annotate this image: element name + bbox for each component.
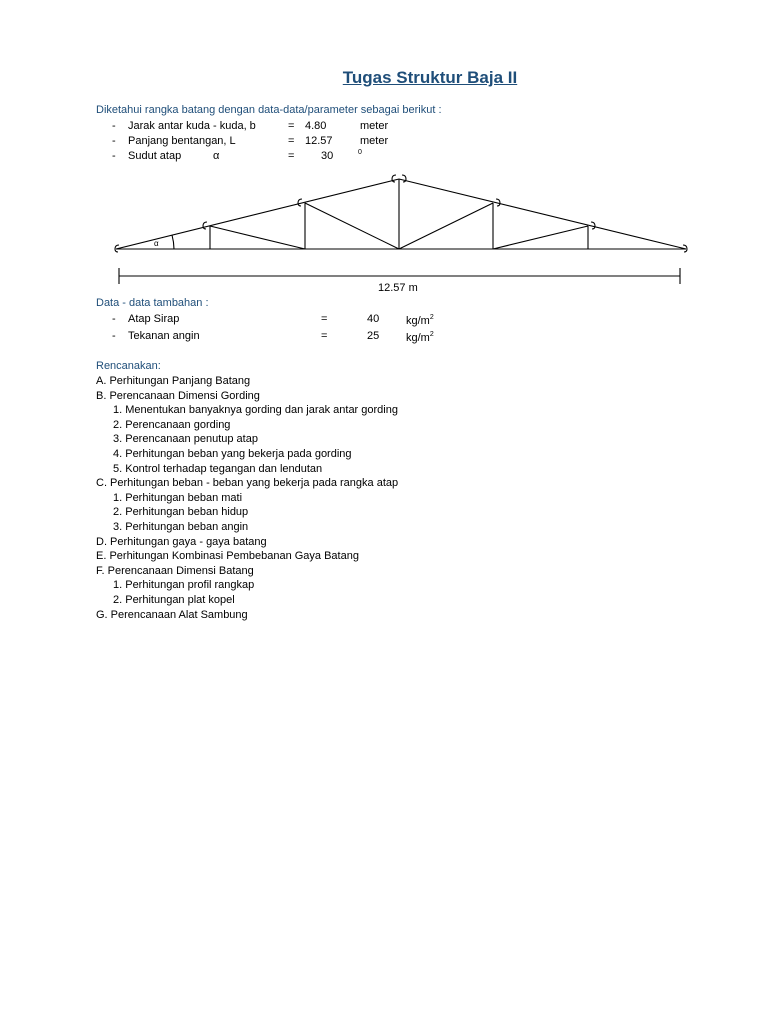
equals-sign: = [288, 120, 295, 132]
angle-arc [172, 235, 174, 249]
extra-label: Atap Sirap [128, 313, 180, 325]
intro-text: Diketahui rangka batang dengan data-data/parameter sebagai berikut : [96, 104, 442, 116]
angle-label: α [154, 239, 159, 248]
param-label: Panjang bentangan, L [128, 135, 236, 147]
plan-item: B. Perencanaan Dimensi Gording [96, 389, 260, 402]
extra-value: 40 [367, 313, 380, 325]
diagonal-member [399, 203, 493, 249]
extra-unit: $kg/m^2$ [406, 331, 434, 344]
plan-item: 2. Perhitungan plat kopel [113, 594, 235, 606]
plan-item: D. Perhitungan gaya - gaya batang [96, 535, 267, 548]
list-dash: - [112, 120, 116, 132]
plan-item: 2. Perhitungan beban hidup [113, 506, 249, 519]
param-label: Jarak antar kuda - kuda, b [128, 120, 256, 132]
plan-item: 1. Perhitungan beban mati [113, 491, 243, 504]
angle-symbol: α [213, 150, 220, 162]
top-chord-right [399, 179, 686, 249]
list-dash: - [112, 150, 116, 162]
param-unit: meter [360, 120, 389, 132]
equals-sign: = [321, 330, 328, 342]
plan-item: 3. Perencanaan penutup atap [113, 433, 258, 446]
span-dimension-label: 12.57 m [378, 282, 418, 294]
equals-sign: = [288, 150, 295, 162]
degree-unit: 0 [358, 149, 362, 156]
param-label: Sudut atap [128, 150, 182, 162]
extra-unit: $kg/m^2$ [406, 314, 434, 327]
extra-data-heading: Data - data tambahan : [96, 297, 209, 309]
plan-item: 1. Perhitungan profil rangkap [113, 579, 255, 592]
extra-row-roof-cover [0, 312, 768, 327]
extra-label: Tekanan angin [128, 330, 200, 342]
purlin-icon [203, 222, 207, 229]
diagonal-member [210, 226, 305, 249]
param-row-span-distance [0, 119, 768, 134]
param-value: 30 [321, 150, 334, 162]
purlin-icon [402, 175, 406, 182]
plan-item: F. Perencanaan Dimensi Batang [96, 564, 254, 577]
truss-diagram [0, 168, 768, 288]
list-dash: - [112, 135, 116, 147]
diagonal-member [493, 226, 588, 249]
param-unit: meter [360, 135, 389, 147]
plan-item: G. Perencanaan Alat Sambung [96, 608, 248, 621]
list-dash: - [112, 330, 116, 342]
plan-item: 2. Perencanaan gording [113, 418, 231, 431]
plan-item: 3. Perhitungan beban angin [113, 521, 249, 533]
extra-value: 25 [367, 330, 380, 342]
param-value: 12.57 [305, 135, 333, 147]
plan-item: C. Perhitungan beban - beban yang bekerja pada rangka atap [96, 477, 399, 490]
param-value: 4.80 [305, 120, 327, 132]
plan-heading: Rencanakan: [96, 360, 161, 372]
plan-item: E. Perhitungan Kombinasi Pembebanan Gaya Batang [96, 550, 359, 563]
plan-item: 5. Kontrol terhadap tegangan dan lendutan [113, 462, 323, 475]
equals-sign: = [288, 135, 295, 147]
plan-item: 4. Perhitungan beban yang bekerja pada gording [113, 448, 352, 460]
plan-item: 1. Menentukan banyaknya gording dan jarak antar gording [113, 404, 398, 417]
list-dash: - [112, 313, 116, 325]
param-row-roof-angle [0, 149, 768, 164]
extra-row-wind-pressure [0, 329, 768, 344]
param-row-span-length [0, 134, 768, 149]
diagonal-member [305, 203, 399, 249]
purlin-icon [392, 175, 396, 182]
page-title: Tugas Struktur Baja II [342, 68, 518, 87]
plan-item: A. Perhitungan Panjang Batang [96, 375, 251, 387]
purlin-icon [298, 199, 302, 206]
equals-sign: = [321, 313, 328, 325]
